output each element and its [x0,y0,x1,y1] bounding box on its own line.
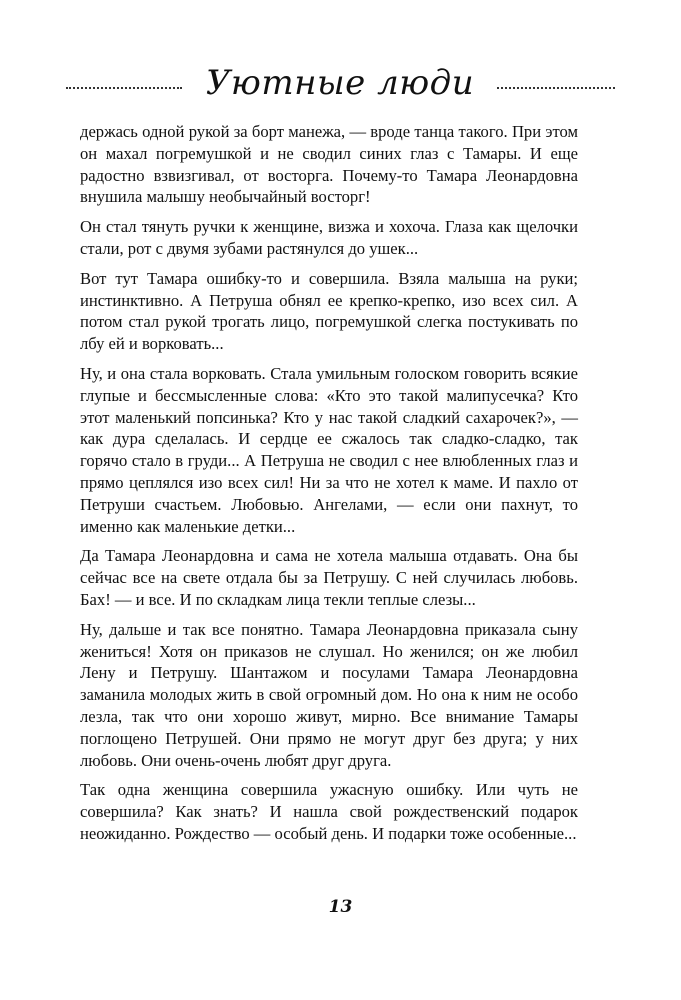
paragraph: Ну, и она стала ворковать. Стала умильным голоском говорить всякие глупые и бессмысленные слова: «Кто это такой малипусечка? Кто этот маленький попсинька? Кто у нас такой сладкий сахарочек?», — как дура сделалась. И сердце ее сжалось так сладко-сладко, так горячо стало в груди... А Петруша не сводил с нее влюбленных глаз и прямо цеплялся изо всех сил! Ни за что не хотел к маме. И пахло от Петруши счастьем. Любовью. Ангелами, — если они пахнут, то именно как маленькие детки... [80,363,578,536]
paragraph: Так одна женщина совершила ужасную ошибку. Или чуть не совершила? Как знать? И нашла свой рождественский подарок неожиданно. Рождество — особый день. И подарки тоже особенные... [80,780,578,843]
paragraph: Вот тут Тамара ошибку-то и совершила. Взяла малыша на руки; инстинктивно. А Петруша обнял ее крепко-крепко, изо всех сил. А потом стал рукой трогать лицо, погремушкой слегка постукивать по лбу ей и ворковать... [80,268,578,354]
paragraph: держась одной рукой за борт манежа, — вроде танца такого. При этом он махал погремушкой и не сводил синих глаз с Тамары. И еще радостно взвизгивал, от восторга. Почему-то Тамара Леонардовна внушила малышу необычайный восторг! [80,122,578,207]
paragraph: Да Тамара Леонардовна и сама не хотела малыша отдавать. Она бы сейчас все на свете отдала бы за Петрушу. С ней случилась любовь. Бах! — и все. И по складкам лица текли теплые слезы... [80,546,578,609]
paragraph: Ну, дальше и так все понятно. Тамара Леонардовна приказала сыну жениться! Хотя он приказов не слушал. Но женился; он же любил Лену и Петрушу. Шантажом и посулами Тамара Леонардовна заманила молодых жить в свой огромный дом. Но она к ним не особо лезла, так что они хорошо живут, мирно. Все внимание Тамары поглощено Петрушей. Они прямо не могут друг без друга; у них любовь. Они очень-очень любят друг друга. [80,619,578,770]
running-header [0,58,681,108]
body-text [80,121,578,853]
header-dotted-rule-right [497,87,615,89]
header-dotted-rule-left [66,87,182,89]
page-number: 13 [328,897,353,917]
running-title: Уютные люди [205,63,475,103]
paragraph: Он стал тянуть ручки к женщине, визжа и хохоча. Глаза как щелочки стали, рот с двумя зубами растянулся до ушек... [80,217,578,258]
